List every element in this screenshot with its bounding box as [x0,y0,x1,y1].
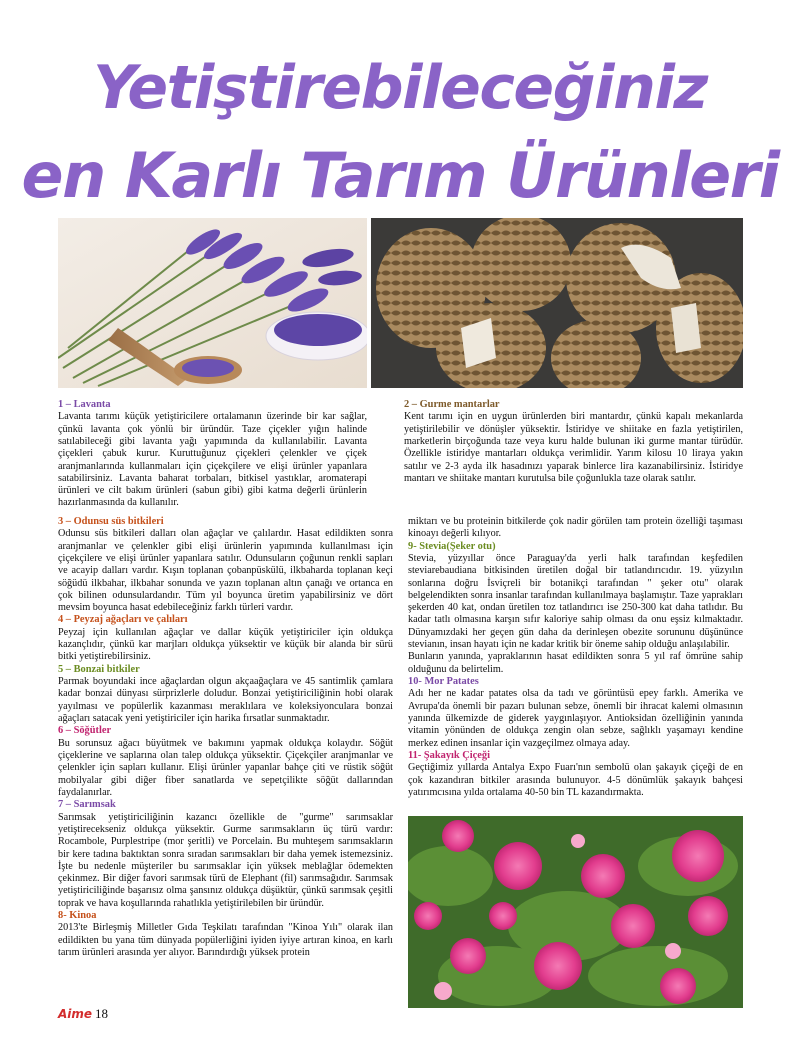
heading-peyzaj: 4 – Peyzaj ağaçları ve çalıları [58,614,188,626]
body-mantar: Kent tarımı için en uygun ürünlerden biri mantardır, çünkü kapalı mekanlarda yetiştirilebilir ve dönüşler yüksektir. İstiridye ve shiitake en fazla yetiştirilen, marketlerin birçoğunda taze veya kuru halde bulunan iki gurme mantar türüdür. Özellikle istiridye mantarları oldukça verimlidir. Yarım kilosu 10 liraya yakın satılır ve 2-3 ayda ilk hasadınızı yaparak binlerce lira kazanabilirsiniz. İstiridye mantarı ve shiitake mantarı kurutulsa bile çoğunlukla taze olarak satılır. [404,411,743,484]
page-footer [58,1006,108,1022]
section-mantar [404,399,743,485]
body-peyzaj: Peyzaj için kullanılan ağaçlar ve dallar küçük yetiştiriciler için oldukça kazançlıdır, çünkü kar marjları oldukça yüksektir ve küçük bir alanda bir sürü bitki yetiştirebilirsiniz. [58,626,393,663]
body-sogut: Bu sorunsuz ağacı büyütmek ve bakımını yapmak oldukça kolaydır. Söğüt çiçeklerine ve saplarına olan talep oldukça yüksektir. Çiçekçiler aranjmanlar ve çelenkler için sapları kullanır. Elişi ürünler yapanlar bahçe çiti ve rüstik söğüt mobilyalar gibi diğer fiber sanatlarda ve sepetçilikte söğüt dallarından faydalanırlar. [58,737,393,798]
body-stevia-2: Bunların yanında, yapraklarının hasat edildikten sonra 5 yıl raf ömrüne sahip olduğunu da belirtelim. [408,651,743,675]
body-bonzai: Parmak boyundaki ince ağaçlardan olgun akçaağaçlara ve 45 santimlik çamlara kadar bonzai dünyası sürprizlerle doludur. Bonzai yetiştiriciliğinin hobi olarak yayılması ve popülerlik kazanması meraklılara ve koleksiyonculara bonzai ağaçları satacak yeni yetiştiriciler için harika fırsatlar sunmaktadır. [58,676,393,725]
lavender-photo [58,218,367,388]
heading-sarimsak: 7 – Sarımsak [58,799,116,811]
body-stevia: Stevia, yüzyıllar önce Paraguay'da yerli halk tarafından keşfedilen steviarebaudiana bitkisinden üretilen doğal bir tatlandırıcıdır. 19. yüzyılın sonlarına doğru İsviçreli bir botanikçi tarafından " şeker otu" olarak belgelendikten sonra insanlar tarafından kullanılmaya başlamıştır. Taze yaprakları şekerden 40 kat, ondan üretilen toz tatlandırıcı ise 250-300 kat daha tatlıdır. Bu kadar tatlı olmasına karşın sıfır kaloriye sahip olması da onu eşsiz kılmaktadır. Dünyamızdaki her geçen gün daha da derinleşen obezite sorununu düşününce stevianın, insan hayatı için ne kadar kritik bir öneme sahip olduğu anlaşılabilir. [408,553,743,651]
heading-stevia: 9- Stevia(Şeker otu) [408,540,496,552]
magazine-logo: Aime [58,1007,93,1021]
body-sarimsak: Sarımsak yetiştiriciliğinin kazancı özellikle de "gurme" sarımsaklar yetiştirecekseniz oldukça yüksektir. Gurme sarımsakların üç türü vardır: Rocambole, Purplestripe (mor şeritli) ve Porcelain. Bu muhteşem sarımsakların bir kere tadına baktıktan sonra sıradan sarımsakları bir daha yemek istemezsiniz. İşte bu nedenle müşteriler bu sarımsaklar için yüksek meblağlar ödemekten çekinmez. Bir diğer favori sarımsak türü de Elephant (fil) sarımsağıdır. Sarımsak yetiştiriciliğinde başarısız olma şansınız oldukça düşüktür, çünkü sarımsak çeşitli toprak ve hava koşullarında rahatlıkla yetiştirilebilen bir üründür. [58,811,393,909]
heading-kinoa: 8- Kinoa [58,910,97,922]
heading-bonzai: 5 – Bonzai bitkiler [58,663,140,675]
heading-odunsu: 3 – Odunsu süs bitkileri [58,516,164,527]
peony-flowers-photo [408,816,743,1008]
body-patates: Adı her ne kadar patates olsa da tadı ve görüntüsü epey farklı. Amerika ve Avrupa'da önemli bir pazarı bulunan sebze, önemli bir ihracat kalemi olmasının yanında ülkemizde de giderek yaygınlaşıyor. Antioksidan özelliğinin yanında vitamin yönünden de oldukça zengin olan sebze, sağlıklı yaşamayı kendine merkez edinen insanlar için vazgeçilmez olmaya aday. [408,688,743,749]
page-title-line-1: Yetiştirebileceğiniz [93,53,707,123]
heading-mantar: 2 – Gurme mantarlar [404,399,500,410]
page-title-line-2: en Karlı Tarım Ürünleri [21,139,779,212]
page-number: 18 [95,1006,109,1021]
right-column [408,516,743,799]
heading-sogut: 6 – Söğütler [58,725,112,737]
body-odunsu: Odunsu süs bitkileri dalları olan ağaçlar ve çalılardır. Hasat edildikten sonra aranjmanlar ve çelenkler gibi elişi ürünlerin yapımında kullanılması için çiçekçilere ve elişi ürünler yapanlara satılır. Odunsuların çoğunun renkli sapları ve acayip dalları vardır. Kışın toplanan çobanpüskülü, ilkbaharda toplanan keçi söğüdü ilkbahar, ilkbahar sonunda ve yazın toplanan altın çanağı ve ortanca en çok bilinen odunsulardandır. Tüm yıl boyunca üretim yapabilirsiniz ve dört mevsim boyunca hasat edebileceğiniz farklı türleri vardır. [58,528,393,614]
left-column [58,516,393,959]
section-lavanta [58,399,367,510]
body-lavanta: Lavanta tarımı küçük yetiştiricilere ortalamanın üzerinde bir kar sağlar, çünkü lavanta çok yönlü bir üründür. Taze çiçekler yığın halinde satılabileceği gibi lavanta yağı yapımında da kullanılabilir. Lavanta çiçekleri çabuk kurur. Kuruttuğunuz çiçekleri çelenkler ve çiçek aranjmanlarında kullanmaları için çiçekçilere ve elişi ürünler yapanlara satabilirsiniz. Lavanta baharat torbaları, bitkisel yastıklar, aromaterapi ürünleri ve cilt bakım ürünleri (sabun gibi) gibi katma değerli ürünlerin hazırlanmasında da kullanılır. [58,411,367,509]
body-kinoa-continuation: miktarı ve bu proteinin bitkilerde çok nadir görülen tam protein özelliği taşıması kinoayı değerli kılıyor. [408,516,743,540]
heading-sakayik: 11- Şakayık Çiçeği [408,749,490,761]
heading-lavanta: 1 – Lavanta [58,399,111,410]
heading-patates: 10- Mor Patates [408,675,479,687]
morel-mushroom-photo [371,218,743,388]
body-sakayik: Geçtiğimiz yıllarda Antalya Expo Fuarı'nın sembolü olan şakayık çiçeği de en çok kazandıran bitkiler arasında bulunuyor. 4-5 dönümlük şakayık bahçesi yatırımcısına yılda ortalama 40-50 bin TL kazandırmakta. [408,762,743,798]
body-kinoa: 2013'te Birleşmiş Milletler Gıda Teşkilatı tarafından "Kinoa Yılı" olarak ilan edildikten bu yana tüm dünyada popülerliğini iyiden iyiye artıran kinoa, en karlı tarım ürünleri arasında yer alıyor. Barındırdığı yüksek protein [58,922,393,959]
